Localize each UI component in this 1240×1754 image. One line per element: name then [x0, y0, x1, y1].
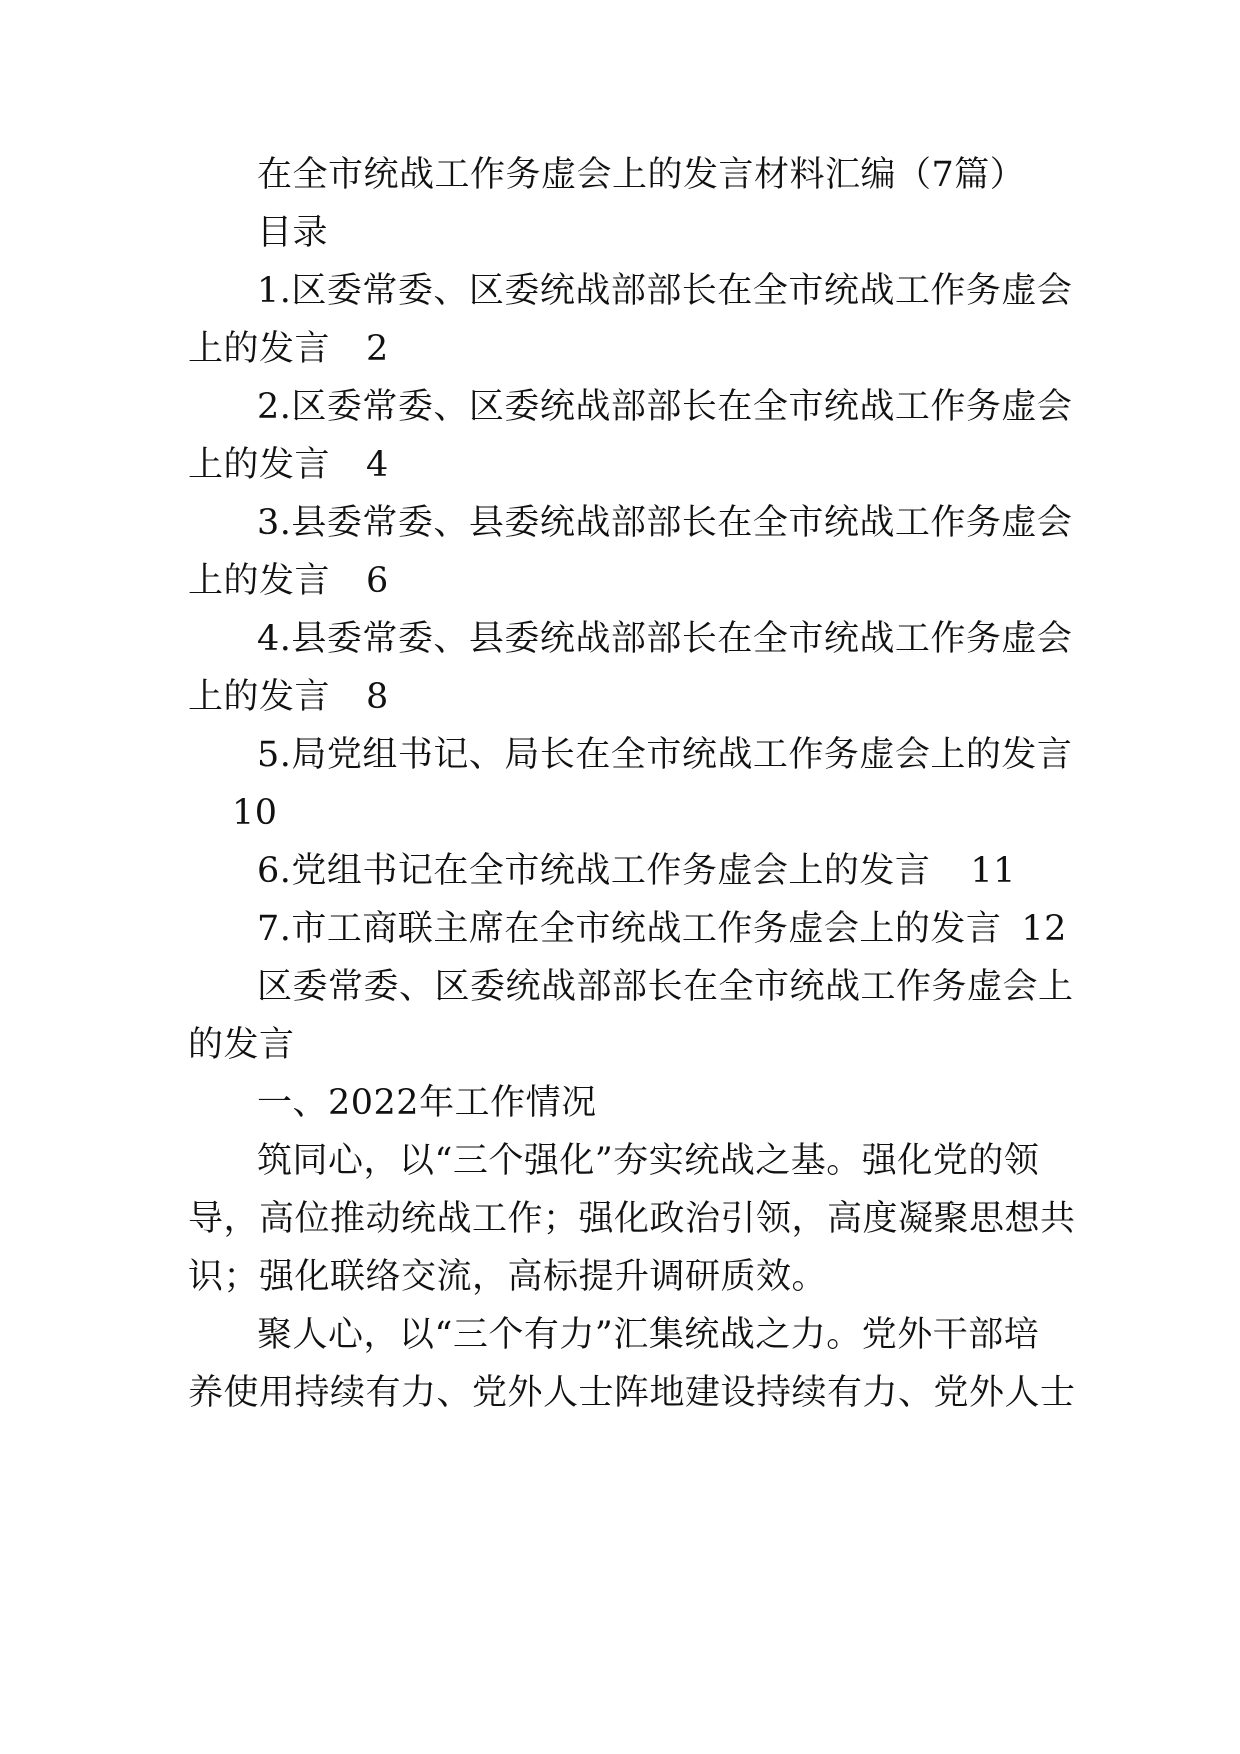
- section-title-continuation: 的发言: [188, 1025, 295, 1065]
- paragraph-2-line-1: 聚人心，以“三个有力”汇集统战之力。党外干部培: [257, 1315, 1040, 1355]
- paragraph-1-line-3: 识；强化联络交流，高标提升调研质效。: [188, 1257, 828, 1297]
- document-title: 在全市统战工作务虚会上的发言材料汇编（7篇）: [257, 155, 1026, 195]
- paragraph-1-line-2: 导，高位推动统战工作；强化政治引领，高度凝聚思想共: [188, 1199, 1076, 1239]
- toc-entry-1-page: 2: [366, 329, 389, 369]
- toc-entry-5-page: 10: [232, 793, 278, 833]
- paragraph-1-line-1: 筑同心，以“三个强化”夯实统战之基。强化党的领: [257, 1141, 1040, 1181]
- toc-entry-2-continuation[interactable]: [0, 433, 1240, 497]
- toc-entry-6[interactable]: [0, 839, 1240, 903]
- subheading: 一、2022年工作情况: [257, 1083, 597, 1123]
- toc-entry-4-line2: 上的发言: [188, 677, 331, 717]
- toc-entry-2-page: 4: [366, 445, 389, 485]
- toc-entry-7-label: 7.市工商联主席在全市统战工作务虚会上的发言: [257, 909, 1002, 949]
- toc-entry-1-continuation[interactable]: [0, 317, 1240, 381]
- toc-entry-2[interactable]: 2.区委常委、区委统战部部长在全市统战工作务虚会: [257, 387, 1073, 427]
- toc-entry-6-page: 11: [970, 851, 1016, 891]
- toc-entry-4-page: 8: [366, 677, 389, 717]
- toc-entry-7-page: 12: [1021, 909, 1067, 949]
- toc-entry-3[interactable]: 3.县委常委、县委统战部部长在全市统战工作务虚会: [257, 503, 1073, 543]
- toc-entry-3-page: 6: [366, 561, 389, 601]
- toc-entry-1[interactable]: 1.区委常委、区委统战部部长在全市统战工作务虚会: [257, 271, 1073, 311]
- toc-entry-3-line2: 上的发言: [188, 561, 331, 601]
- toc-entry-3-continuation[interactable]: [0, 549, 1240, 613]
- toc-entry-6-label: 6.党组书记在全市统战工作务虚会上的发言: [257, 851, 931, 891]
- section-title: 区委常委、区委统战部部长在全市统战工作务虚会上: [257, 967, 1074, 1007]
- toc-entry-7[interactable]: [0, 897, 1240, 961]
- toc-entry-1-line2: 上的发言: [188, 329, 331, 369]
- toc-entry-2-line2: 上的发言: [188, 445, 331, 485]
- toc-entry-4[interactable]: 4.县委常委、县委统战部部长在全市统战工作务虚会: [257, 619, 1073, 659]
- paragraph-2-line-2: 养使用持续有力、党外人士阵地建设持续有力、党外人士: [188, 1373, 1076, 1413]
- toc-heading: 目录: [257, 213, 329, 253]
- toc-entry-5[interactable]: 5.局党组书记、局长在全市统战工作务虚会上的发言: [257, 735, 1073, 775]
- toc-entry-4-continuation[interactable]: [0, 665, 1240, 729]
